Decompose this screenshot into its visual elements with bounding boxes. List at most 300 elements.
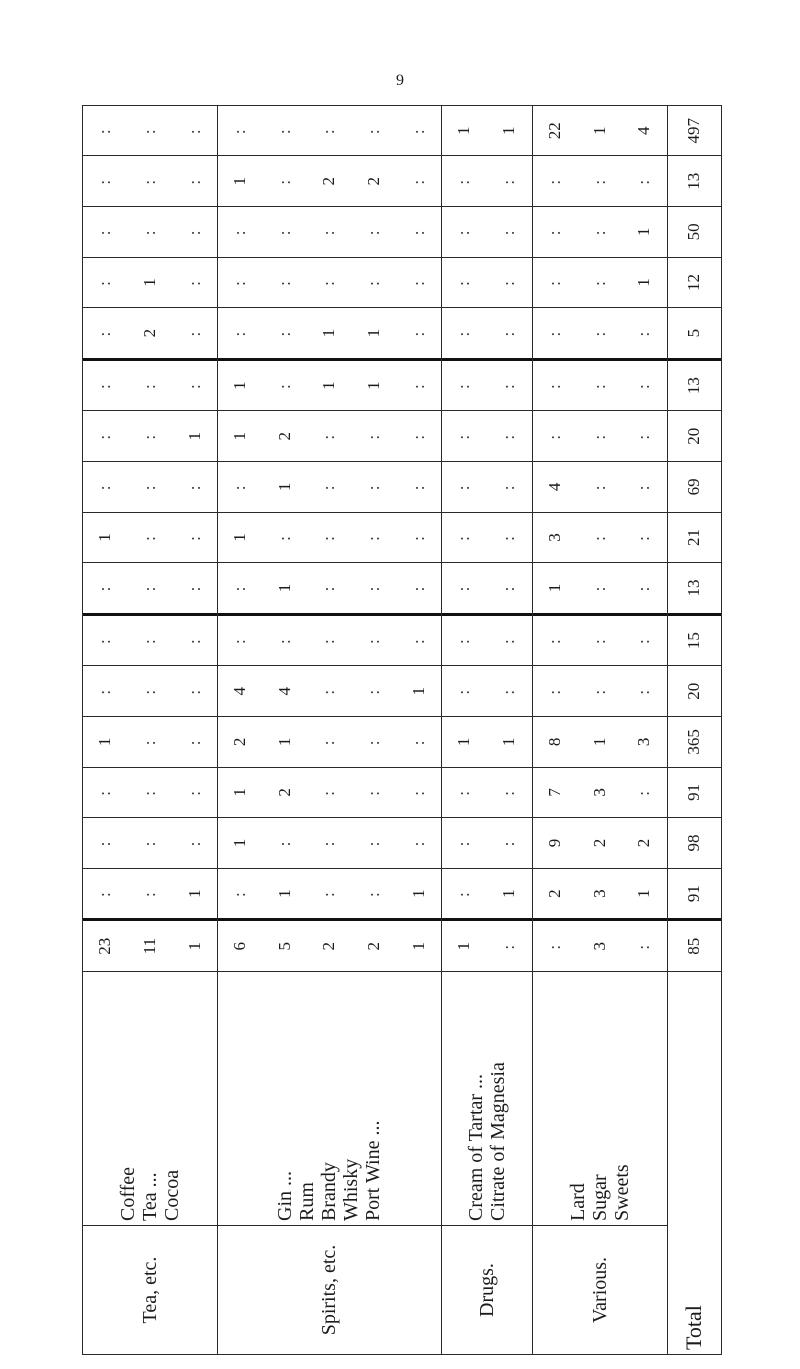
total-cell	[668, 462, 721, 513]
value-cell: :	[230, 127, 250, 135]
total-value: 12	[684, 273, 704, 291]
value-cell: :	[184, 177, 204, 185]
value-column	[533, 616, 667, 667]
value-column	[442, 308, 532, 361]
value-column	[83, 462, 217, 513]
value-column	[442, 818, 532, 869]
value-cell: :	[95, 839, 115, 847]
category-label: Tea, etc.	[139, 1256, 162, 1324]
items-various	[532, 972, 667, 1226]
value-cell: :	[184, 839, 204, 847]
value-cell: :	[319, 228, 339, 236]
value-cell: :	[140, 534, 159, 541]
value-column	[442, 869, 532, 922]
value-cell: :	[634, 687, 654, 695]
value-cell: 1	[634, 889, 654, 898]
total-cell	[668, 818, 721, 869]
value-cell: :	[499, 432, 519, 440]
value-cell: :	[363, 637, 383, 645]
value-cell: :	[319, 890, 339, 897]
value-cell: :	[319, 534, 339, 541]
value-cell: 2	[319, 941, 339, 951]
item-label: Rum	[296, 1182, 319, 1221]
value-cell: :	[184, 483, 204, 491]
value-cell: :	[184, 584, 204, 592]
value-cell: 1	[230, 381, 250, 390]
value-cell: :	[589, 584, 609, 592]
value-cell: 4	[230, 686, 250, 696]
value-column	[83, 258, 217, 309]
value-cell: :	[634, 534, 654, 541]
item-label: Whisky	[340, 1158, 363, 1221]
value-cell: :	[544, 687, 564, 695]
value-cell: :	[544, 942, 564, 950]
value-column	[533, 308, 667, 361]
value-cell: :	[589, 637, 609, 645]
value-cell: :	[634, 432, 654, 440]
total-cell	[668, 717, 721, 768]
value-cell: :	[184, 789, 204, 796]
item-label: Cocoa	[161, 1169, 184, 1221]
value-cell: :	[499, 228, 519, 236]
value-column	[442, 666, 532, 717]
value-cell: 2	[274, 788, 294, 797]
value-cell: 1	[95, 533, 115, 542]
value-cell: :	[230, 228, 250, 236]
value-cell: :	[454, 228, 474, 236]
value-cell: :	[363, 687, 383, 695]
value-cell: 1	[274, 889, 294, 898]
value-cell: :	[274, 279, 294, 286]
group-row-tea	[83, 106, 218, 1355]
rotated-table-frame	[82, 117, 722, 1355]
value-column	[533, 818, 667, 869]
value-column	[442, 411, 532, 462]
value-cell: :	[408, 177, 428, 185]
value-cell: :	[95, 329, 115, 337]
value-cell: :	[454, 890, 474, 897]
value-cell: 3	[634, 737, 654, 747]
value-cell: :	[499, 687, 519, 695]
value-cell: :	[408, 738, 428, 746]
total-cell	[668, 563, 721, 616]
items-tea	[83, 972, 218, 1226]
value-cell: :	[499, 382, 519, 390]
value-cell: :	[454, 329, 474, 337]
value-cell: :	[408, 127, 428, 135]
value-cell: :	[634, 789, 654, 796]
category-label: Various.	[588, 1256, 611, 1324]
value-cell: :	[634, 177, 654, 185]
value-column	[442, 106, 532, 157]
value-column	[218, 157, 441, 208]
value-cell: 23	[95, 937, 115, 955]
value-cell: :	[274, 228, 294, 236]
value-cell: :	[274, 329, 294, 337]
total-cell	[668, 869, 721, 922]
value-cell: :	[454, 177, 474, 185]
value-cell: :	[589, 382, 609, 390]
category-drugs	[441, 1226, 532, 1355]
value-cell: 1	[230, 788, 250, 797]
value-cell: :	[589, 687, 609, 695]
value-cell: :	[230, 890, 250, 897]
value-column	[442, 462, 532, 513]
value-cell: :	[499, 483, 519, 491]
value-cell: :	[499, 839, 519, 847]
value-column	[533, 411, 667, 462]
values-various	[532, 106, 667, 972]
value-cell: 1	[408, 686, 428, 696]
value-cell: :	[319, 279, 339, 286]
value-column	[83, 207, 217, 258]
value-cell: :	[589, 432, 609, 440]
value-column	[83, 513, 217, 564]
value-cell: :	[140, 839, 159, 847]
value-cell: :	[140, 890, 159, 897]
value-cell: :	[319, 432, 339, 440]
value-cell: :	[95, 687, 115, 695]
value-column	[83, 768, 217, 819]
value-cell: :	[634, 329, 654, 337]
value-cell: :	[408, 637, 428, 645]
value-cell: 2	[634, 838, 654, 848]
total-cell	[668, 921, 721, 971]
total-cell	[668, 666, 721, 717]
value-cell: 1	[319, 381, 339, 390]
value-cell: :	[230, 483, 250, 491]
value-cell: :	[408, 329, 428, 337]
value-cell: :	[230, 279, 250, 286]
value-cell: :	[230, 637, 250, 645]
item-label: Sugar	[588, 1174, 611, 1221]
value-cell: :	[454, 789, 474, 796]
value-cell: :	[95, 890, 115, 897]
category-tea	[83, 1226, 218, 1355]
value-column	[83, 157, 217, 208]
total-value: 50	[684, 223, 704, 241]
value-column	[442, 768, 532, 819]
value-columns	[533, 106, 667, 971]
category-label: Drugs.	[475, 1263, 498, 1317]
value-cell: 1	[454, 737, 474, 747]
value-cell: :	[408, 839, 428, 847]
value-cell: :	[95, 584, 115, 592]
value-cell: :	[589, 534, 609, 541]
value-cell: 1	[363, 381, 383, 390]
value-cell: :	[319, 127, 339, 135]
value-column	[442, 207, 532, 258]
total-value: 13	[684, 579, 704, 597]
value-cell: :	[184, 637, 204, 645]
value-cell: :	[140, 637, 159, 645]
total-value: 85	[684, 937, 704, 955]
value-cell: :	[544, 637, 564, 645]
value-cell: :	[95, 127, 115, 135]
value-cell: :	[140, 483, 159, 491]
total-cell	[668, 616, 721, 667]
value-cell: :	[408, 432, 428, 440]
value-cell: 1	[230, 177, 250, 186]
value-cell: :	[184, 228, 204, 236]
total-cell	[668, 513, 721, 564]
value-column	[218, 616, 441, 667]
value-column	[218, 462, 441, 513]
total-cell	[668, 207, 721, 258]
value-cell: 1	[184, 941, 204, 951]
value-column	[83, 717, 217, 768]
value-cell: 11	[140, 938, 159, 955]
value-columns	[218, 106, 441, 971]
value-cell: 1	[589, 737, 609, 747]
value-cell: :	[363, 839, 383, 847]
value-columns	[83, 106, 217, 971]
value-cell: 2	[589, 838, 609, 848]
value-cell: :	[140, 687, 159, 695]
value-cell: :	[140, 789, 159, 796]
value-column	[83, 106, 217, 157]
value-column	[533, 157, 667, 208]
value-cell: :	[319, 789, 339, 796]
value-cell: :	[95, 789, 115, 796]
value-column	[218, 921, 441, 971]
value-cell: :	[499, 942, 519, 950]
value-column	[533, 563, 667, 616]
value-column	[218, 106, 441, 157]
value-columns	[442, 106, 532, 971]
value-column	[83, 921, 217, 971]
value-cell: :	[140, 382, 159, 390]
item-label: Tea ...	[139, 1172, 162, 1221]
total-value: 69	[684, 478, 704, 496]
value-cell: 1	[634, 278, 654, 287]
value-cell: :	[363, 228, 383, 236]
value-column	[442, 258, 532, 309]
value-cell: 4	[544, 482, 564, 492]
value-column	[442, 361, 532, 412]
item-label: Coffee	[117, 1166, 140, 1221]
value-cell: :	[408, 279, 428, 286]
value-cell: :	[184, 127, 204, 135]
value-cell: 1	[274, 737, 294, 747]
value-column	[218, 666, 441, 717]
value-cell: 1	[230, 533, 250, 542]
value-column	[83, 818, 217, 869]
items-drugs	[441, 972, 532, 1226]
value-cell: 3	[544, 533, 564, 542]
value-cell: :	[274, 382, 294, 390]
value-cell: :	[184, 687, 204, 695]
value-cell: 1	[95, 737, 115, 747]
value-cell: :	[408, 584, 428, 592]
item-label: Sweets	[610, 1164, 633, 1221]
value-column	[442, 157, 532, 208]
value-cell: :	[499, 279, 519, 286]
value-cell: :	[184, 279, 204, 286]
value-cell: 1	[140, 278, 159, 287]
total-value: 497	[684, 117, 704, 144]
value-cell: :	[363, 483, 383, 491]
value-column	[83, 411, 217, 462]
value-column	[218, 207, 441, 258]
value-cell: 1	[408, 941, 428, 951]
value-cell: 1	[274, 583, 294, 593]
value-cell: 4	[634, 126, 654, 135]
value-column	[83, 361, 217, 412]
value-column	[442, 717, 532, 768]
value-column	[83, 869, 217, 922]
value-cell: :	[499, 329, 519, 337]
total-value: 20	[684, 427, 704, 445]
value-cell: :	[589, 483, 609, 491]
value-column	[218, 563, 441, 616]
value-cell: :	[274, 637, 294, 645]
value-cell: 2	[319, 177, 339, 186]
value-column	[533, 768, 667, 819]
group-row-drugs	[441, 106, 532, 1355]
value-column	[442, 616, 532, 667]
total-value: 98	[684, 834, 704, 852]
value-cell: :	[544, 279, 564, 286]
value-cell: 1	[230, 838, 250, 848]
value-cell: :	[589, 228, 609, 236]
value-cell: :	[634, 584, 654, 592]
item-label: Gin ...	[274, 1171, 297, 1221]
value-cell: :	[319, 687, 339, 695]
value-cell: :	[634, 637, 654, 645]
value-cell: :	[363, 534, 383, 541]
value-cell: :	[184, 382, 204, 390]
value-cell: 1	[408, 889, 428, 898]
item-label: Lard	[566, 1183, 589, 1221]
value-cell: :	[454, 687, 474, 695]
value-column	[533, 462, 667, 513]
value-cell: :	[363, 738, 383, 746]
value-cell: :	[454, 483, 474, 491]
value-column	[533, 513, 667, 564]
value-cell: :	[95, 637, 115, 645]
value-cell: 1	[274, 482, 294, 492]
value-cell: :	[499, 534, 519, 541]
value-cell: 7	[544, 788, 564, 797]
value-cell: :	[184, 738, 204, 746]
value-column	[442, 921, 532, 971]
value-cell: :	[408, 789, 428, 796]
value-cell: 1	[454, 941, 474, 951]
category-label: Spirits, etc.	[318, 1244, 341, 1336]
total-value: 13	[684, 172, 704, 190]
total-value: 91	[684, 885, 704, 903]
value-cell: :	[319, 839, 339, 847]
value-column	[533, 666, 667, 717]
value-cell: :	[95, 177, 115, 185]
value-cell: :	[274, 127, 294, 135]
value-cell: 1	[499, 889, 519, 898]
value-column	[218, 768, 441, 819]
value-cell: :	[95, 432, 115, 440]
value-cell: :	[140, 177, 159, 185]
value-cell: :	[408, 483, 428, 491]
value-column	[533, 361, 667, 412]
value-column	[83, 308, 217, 361]
value-cell: :	[408, 534, 428, 541]
value-cell: 1	[184, 432, 204, 441]
value-cell: :	[634, 483, 654, 491]
value-column	[533, 207, 667, 258]
value-cell: :	[140, 228, 159, 236]
value-cell: 1	[319, 328, 339, 338]
value-cell: :	[140, 432, 159, 440]
total-cell	[668, 768, 721, 819]
value-cell: :	[544, 329, 564, 337]
value-cell: :	[454, 382, 474, 390]
value-column	[218, 411, 441, 462]
value-cell: :	[274, 177, 294, 185]
value-cell: 6	[230, 941, 250, 951]
total-value: 21	[684, 528, 704, 546]
value-cell: 1	[544, 583, 564, 593]
value-cell: :	[544, 432, 564, 440]
statistics-table	[82, 105, 722, 1355]
value-cell: 2	[230, 737, 250, 747]
value-cell: 1	[589, 126, 609, 135]
value-cell: 9	[544, 838, 564, 848]
value-cell: 1	[634, 227, 654, 237]
value-cell: :	[95, 279, 115, 286]
value-cell: :	[408, 228, 428, 236]
value-cell: 1	[499, 737, 519, 747]
value-column	[533, 106, 667, 157]
item-label: Cream of Tartar ...	[464, 1073, 487, 1221]
value-column	[218, 818, 441, 869]
total-value: 20	[684, 682, 704, 700]
value-cell: 2	[363, 941, 383, 951]
value-cell: :	[95, 483, 115, 491]
value-cell: :	[499, 789, 519, 796]
value-column	[442, 563, 532, 616]
total-cell	[668, 308, 721, 361]
values-spirits	[218, 106, 442, 972]
total-value: 91	[684, 783, 704, 801]
value-cell: 2	[274, 432, 294, 441]
item-label: Citrate of Magnesia	[486, 1062, 509, 1221]
value-cell: 5	[274, 941, 294, 951]
value-column	[533, 258, 667, 309]
value-cell: :	[319, 738, 339, 746]
value-cell: 1	[230, 432, 250, 441]
value-cell: :	[363, 432, 383, 440]
total-cell	[668, 411, 721, 462]
value-cell: :	[454, 432, 474, 440]
value-cell: 22	[544, 122, 564, 140]
value-cell: 1	[454, 126, 474, 135]
total-label: Total	[667, 972, 721, 1355]
value-cell: 2	[140, 328, 159, 338]
total-cell	[668, 157, 721, 208]
value-cell: 1	[184, 889, 204, 898]
value-cell: :	[274, 534, 294, 541]
total-columns	[668, 106, 721, 971]
category-spirits	[218, 1226, 442, 1355]
value-cell: :	[499, 177, 519, 185]
value-column	[533, 717, 667, 768]
value-cell: :	[319, 584, 339, 592]
value-column	[218, 869, 441, 922]
value-column	[442, 513, 532, 564]
value-cell: 1	[499, 126, 519, 135]
values-drugs	[441, 106, 532, 972]
value-cell: :	[589, 177, 609, 185]
